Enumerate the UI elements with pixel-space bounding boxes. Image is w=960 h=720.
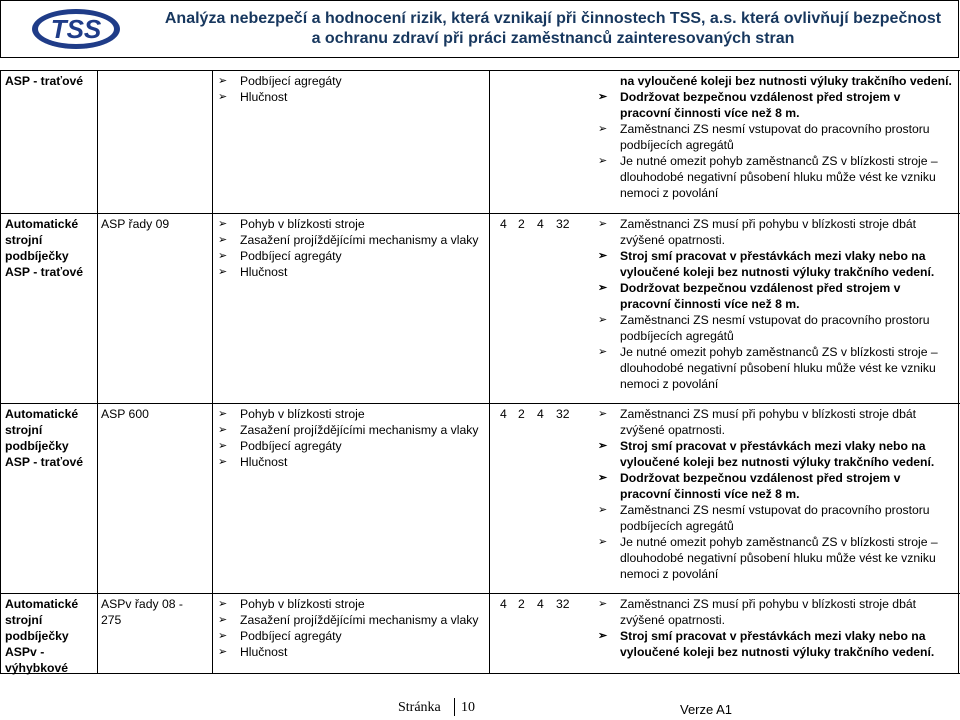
hazard-item: ➢ Hlučnost [218,264,488,280]
machine-name-line: strojní [5,613,43,627]
machine-name-cell [5,216,95,280]
measures-cell [598,216,954,392]
page-footer [0,694,960,720]
machine-name-line: strojní [5,423,43,437]
measures-cell [598,406,954,582]
machine-name-cell [5,406,95,470]
measure-item: ➢ Je nutné omezit pohyb zaměstnanců ZS v blízkosti stroje – dlouhodobé negativní působení hluku může vést ke vzniku nemoci z povolání [598,153,954,201]
document-version: Verze A1 [680,702,733,717]
measures-cell [598,73,954,201]
measure-item: ➢ Zaměstnanci ZS musí při pohybu v blízkosti stroje dbát zvýšené opatrnosti. [598,406,954,438]
risk-probability: 4 [500,597,507,611]
machine-name-line: Automatické [5,217,79,231]
machine-name-line: ASP - traťové [5,455,84,469]
hazard-item: ➢ Zasažení projíždějícími mechanismy a vlaky [218,232,488,248]
document-title-line-2: a ochranu zdraví při práci zaměstnanců zainteresovaných stran [311,30,795,47]
hazard-item: ➢ Pohyb v blízkosti stroje [218,596,488,612]
risk-total: 32 [556,407,570,421]
risk-exposure: 4 [537,217,544,231]
machine-name-line: strojní [5,233,43,247]
measure-item: ➢ Stroj smí pracovat v přestávkách mezi vlaky nebo na vyloučené koleji bez nutnosti výluky trakčního vedení. [598,628,954,660]
machine-type-cell: ASP 600 [101,407,149,421]
measure-item: na vyloučené koleji bez nutnosti výluky trakčního vedení. [620,74,952,88]
machine-name-cell [5,596,95,676]
risk-table [0,70,960,674]
hazard-item: ➢ Hlučnost [218,89,488,105]
measure-item: ➢ Je nutné omezit pohyb zaměstnanců ZS v blízkosti stroje – dlouhodobé negativní působení hluku může vést ke vzniku nemoci z povolání [598,534,954,582]
machine-type-cell: ASP řady 09 [101,217,170,231]
risk-probability: 4 [500,407,507,421]
table-border [0,70,960,71]
page-number: 10 [461,700,475,715]
machine-name-line: Automatické [5,597,79,611]
risk-severity: 2 [518,597,525,611]
risk-probability: 4 [500,217,507,231]
hazard-item: ➢ Hlučnost [218,454,488,470]
hazards-cell [218,596,488,660]
hazard-item: ➢ Hlučnost [218,644,488,660]
table-border [0,593,960,594]
table-border [958,70,959,674]
machine-name-line: Automatické [5,407,79,421]
machine-name-line: ASP - traťové [5,265,84,279]
measure-item: ➢ Dodržovat bezpečnou vzdálenost před strojem v pracovní činnosti více než 8 m. [598,470,954,502]
page-separator [454,698,455,716]
table-border [97,70,98,674]
company-logo [0,0,150,58]
hazard-item: ➢ Zasažení projíždějícími mechanismy a vlaky [218,422,488,438]
hazards-cell [218,73,488,105]
measure-item: ➢ Je nutné omezit pohyb zaměstnanců ZS v blízkosti stroje – dlouhodobé negativní působení hluku může vést ke vzniku nemoci z povolání [598,344,954,392]
machine-name-line: podbíječky [5,439,69,453]
document-title-line-1: Analýza nebezpečí a hodnocení rizik, která vznikají při činnostech TSS, a.s. která ovlivňují bezpečnost [164,10,942,27]
machine-name-line: podbíječky [5,249,69,263]
table-border [212,70,213,674]
measure-item: ➢ Dodržovat bezpečnou vzdálenost před strojem v pracovní činnosti více než 8 m. [598,89,954,121]
hazard-item: ➢ Zasažení projíždějícími mechanismy a vlaky [218,612,488,628]
table-border [0,213,960,214]
risk-severity: 2 [518,217,525,231]
measures-cell [598,596,954,660]
hazard-item: ➢ Podbíjecí agregáty [218,248,488,264]
machine-name-cell [5,73,95,89]
hazards-cell [218,406,488,470]
machine-name-line: výhybkové [5,661,69,675]
measure-item: ➢ Stroj smí pracovat v přestávkách mezi vlaky nebo na vyloučené koleji bez nutnosti výluky trakčního vedení. [598,438,954,470]
hazard-item: ➢ Podbíjecí agregáty [218,438,488,454]
title-box [148,0,959,58]
risk-total: 32 [556,597,570,611]
risk-exposure: 4 [537,407,544,421]
machine-name-line: podbíječky [5,629,69,643]
machine-type-cell: ASPv řady 08 - 275 [101,597,183,627]
risk-total: 32 [556,217,570,231]
logo-text: TSS [50,14,102,44]
measure-item: ➢ Zaměstnanci ZS nesmí vstupovat do pracovního prostoru podbíjecích agregátů [598,502,954,534]
machine-name-line: ASPv - [5,645,45,659]
machine-name-line: ASP - traťové [5,74,84,88]
measure-item: ➢ Zaměstnanci ZS nesmí vstupovat do pracovního prostoru podbíjecích agregátů [598,312,954,344]
hazard-item: ➢ Pohyb v blízkosti stroje [218,406,488,422]
page-label: Stránka [398,700,441,715]
table-border [0,673,960,674]
risk-severity: 2 [518,407,525,421]
table-border [0,403,960,404]
document-header [0,0,960,62]
hazards-cell [218,216,488,280]
tss-logo-icon [31,7,121,51]
measure-item: ➢ Dodržovat bezpečnou vzdálenost před strojem v pracovní činnosti více než 8 m. [598,280,954,312]
risk-exposure: 4 [537,597,544,611]
hazard-item: ➢ Pohyb v blízkosti stroje [218,216,488,232]
table-border [489,70,490,674]
measure-item: ➢ Zaměstnanci ZS musí při pohybu v blízkosti stroje dbát zvýšené opatrnosti. [598,216,954,248]
measure-item: ➢ Stroj smí pracovat v přestávkách mezi vlaky nebo na vyloučené koleji bez nutnosti výluky trakčního vedení. [598,248,954,280]
hazard-item: ➢ Podbíjecí agregáty [218,628,488,644]
measure-item: ➢ Zaměstnanci ZS musí při pohybu v blízkosti stroje dbát zvýšené opatrnosti. [598,596,954,628]
table-border [0,70,1,674]
hazard-item: ➢ Podbíjecí agregáty [218,73,488,89]
measure-item: ➢ Zaměstnanci ZS nesmí vstupovat do pracovního prostoru podbíjecích agregátů [598,121,954,153]
